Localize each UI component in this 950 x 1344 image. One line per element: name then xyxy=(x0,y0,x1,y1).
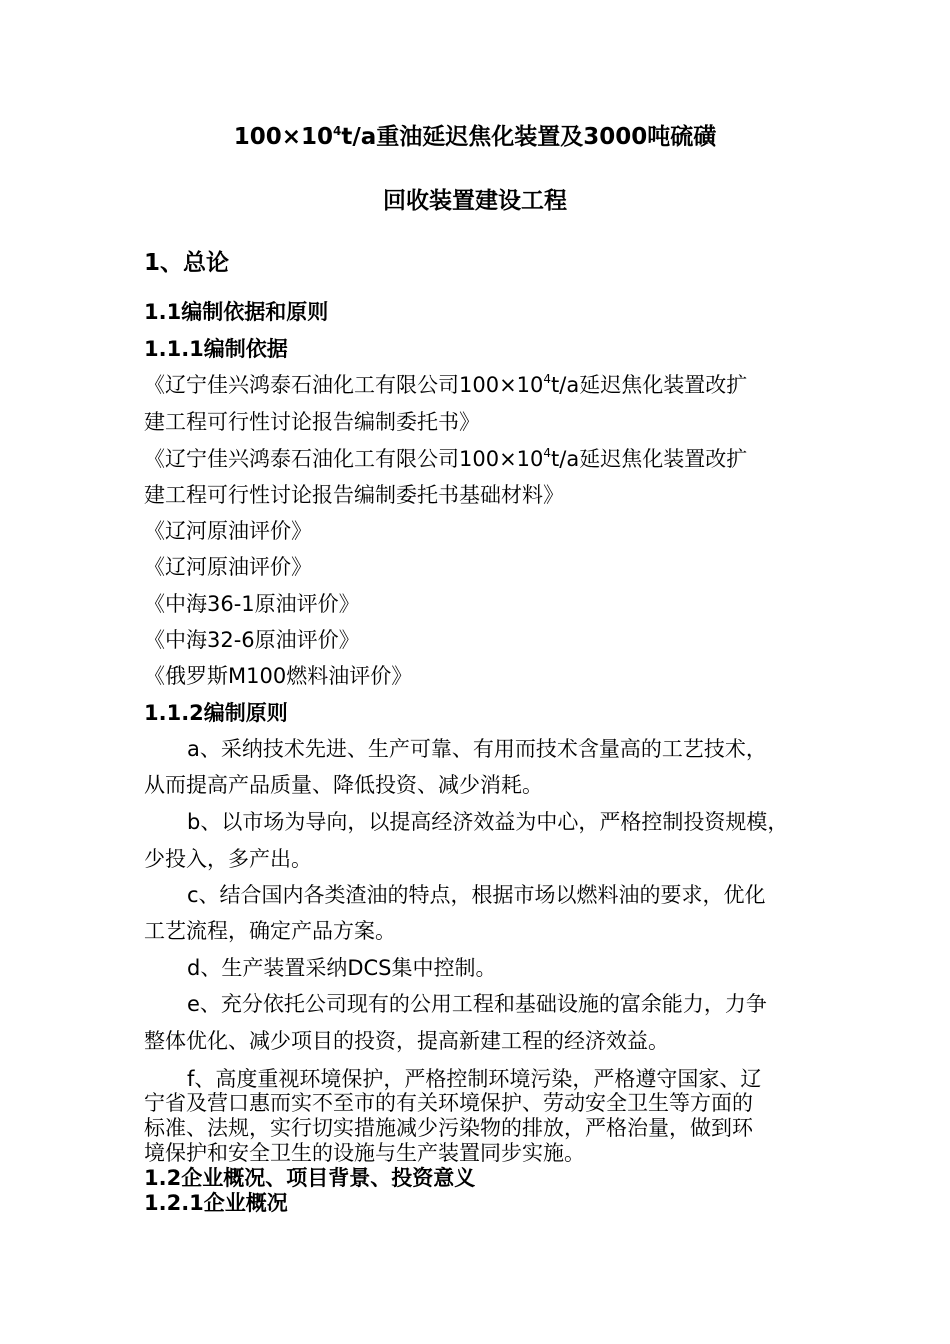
principle-a-line-1: a、采纳技术先进、生产可靠、有用而技术含量高的工艺技术， xyxy=(187,737,767,761)
reference-7: 《俄罗斯M100燃料油评价》 xyxy=(144,664,413,688)
reference-4: 《辽河原油评价》 xyxy=(144,555,312,579)
principle-f-line-1: f、高度重视环境保护，严格控制环境污染，严格遵守国家、辽 xyxy=(187,1067,762,1091)
reference-6: 《中海32-6原油评价》 xyxy=(144,628,360,652)
reference-2-line-1 xyxy=(144,446,747,472)
subsection-heading-1-1-2: 1.1.2编制原则 xyxy=(144,701,288,725)
reference-2-line-2: 建工程可行性讨论报告编制委托书基础材料》 xyxy=(144,483,564,507)
principle-e-line-2: 整体优化、减少项目的投资，提高新建工程的经济效益。 xyxy=(144,1029,669,1053)
reference-1-line-1 xyxy=(144,372,747,398)
document-title-line-1 xyxy=(0,122,950,152)
subsection-heading-1-1: 1.1编制依据和原则 xyxy=(144,300,329,324)
subsection-heading-1-2: 1.2企业概况、项目背景、投资意义 xyxy=(144,1166,476,1190)
principle-d-line-1: d、生产装置采纳DCS集中控制。 xyxy=(187,956,497,980)
subsection-heading-1-1-1: 1.1.1编制依据 xyxy=(144,337,288,361)
title-text: 100×10 xyxy=(233,124,333,150)
reference-text: t/a延迟焦化装置改扩 xyxy=(551,373,748,397)
principle-f-line-3: 标准、法规，实行切实措施减少污染物的排放，严格治量，做到环 xyxy=(144,1116,753,1140)
principle-f-line-2: 宁省及营口惠而实不至市的有关环境保护、劳动安全卫生等方面的 xyxy=(144,1091,753,1115)
reference-superscript: 4 xyxy=(543,446,552,460)
subsection-heading-1-2-1: 1.2.1企业概况 xyxy=(144,1191,288,1215)
reference-3: 《辽河原油评价》 xyxy=(144,519,312,543)
principle-b-line-1: b、以市场为导向，以提高经济效益为中心，严格控制投资规模， xyxy=(187,810,789,834)
reference-text: 《辽宁佳兴鸿泰石油化工有限公司100×10 xyxy=(144,447,544,471)
section-heading-1: 1、总论 xyxy=(144,250,230,276)
principle-f-line-4: 境保护和安全卫生的设施与生产装置同步实施。 xyxy=(144,1141,585,1165)
principle-c-line-2: 工艺流程，确定产品方案。 xyxy=(144,919,396,943)
title-text: t/a重油延迟焦化装置及3000吨硫磺 xyxy=(341,124,717,150)
reference-1-line-2: 建工程可行性讨论报告编制委托书》 xyxy=(144,410,480,434)
reference-text: 《辽宁佳兴鸿泰石油化工有限公司100×10 xyxy=(144,373,544,397)
title-superscript: 4 xyxy=(333,124,342,138)
reference-superscript: 4 xyxy=(543,372,552,386)
principle-c-line-1: c、结合国内各类渣油的特点，根据市场以燃料油的要求，优化 xyxy=(187,883,766,907)
reference-text: t/a延迟焦化装置改扩 xyxy=(551,447,748,471)
principle-b-line-2: 少投入，多产出。 xyxy=(144,847,312,871)
document-title-line-2: 回收装置建设工程 xyxy=(383,188,567,214)
principle-e-line-1: e、充分依托公司现有的公用工程和基础设施的富余能力，力争 xyxy=(187,992,767,1016)
reference-5: 《中海36-1原油评价》 xyxy=(144,592,360,616)
principle-a-line-2: 从而提高产品质量、降低投资、减少消耗。 xyxy=(144,773,543,797)
